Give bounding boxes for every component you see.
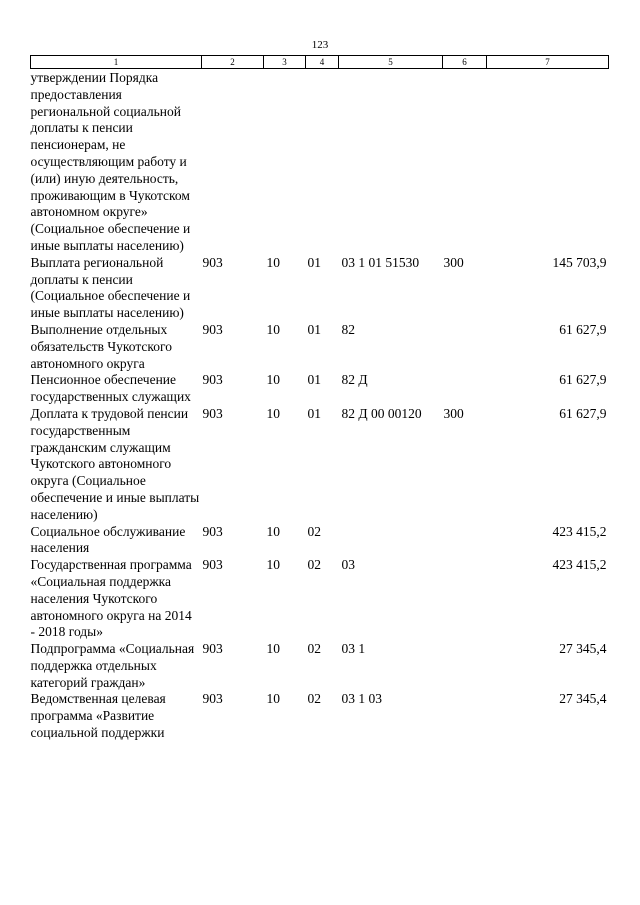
row-name: Ведомственная целевая программа «Развитие социальной поддержки xyxy=(30,691,166,741)
table-row xyxy=(31,524,609,558)
row-code-target: 82 Д xyxy=(341,372,368,388)
row-code-ministry: 903 xyxy=(202,405,223,421)
row-code-expense-type xyxy=(443,557,487,641)
column-header-3: 3 xyxy=(264,56,306,69)
row-name: Выполнение отдельных обязательств Чукотского автономного округа xyxy=(30,321,172,371)
row-code-subsection: 02 xyxy=(307,641,321,657)
row-code-ministry: 903 xyxy=(202,321,223,337)
row-code-target: 82 xyxy=(341,321,355,337)
row-code-section: 10 xyxy=(266,405,280,421)
row-code-section: 10 xyxy=(266,321,280,337)
row-name: утверждении Порядка предоставления региональной социальной доплаты к пенсии пенсионерам, не осуществляющим работу и (или) иную деятельность, проживающим в Чукотском автономном округе» (Социальное обеспечение и иные выплаты населению) xyxy=(30,70,191,253)
row-name: Подпрограмма «Социальная поддержка отдельных категорий граждан» xyxy=(30,641,195,690)
row-code-target: 03 xyxy=(341,557,355,573)
row-code-subsection: 01 xyxy=(307,405,321,421)
row-code-subsection: 01 xyxy=(307,321,321,337)
row-code-ministry: 903 xyxy=(202,372,223,388)
row-code-expense-type xyxy=(443,641,487,691)
budget-table xyxy=(30,55,609,742)
row-code-ministry: 903 xyxy=(202,557,223,573)
row-amount xyxy=(487,69,609,255)
row-code-target: 03 1 01 51530 xyxy=(341,254,420,270)
row-code-expense-type xyxy=(443,372,487,406)
column-header-4: 4 xyxy=(306,56,339,69)
table-row xyxy=(31,255,609,322)
row-code-ministry: 903 xyxy=(202,254,223,270)
table-row xyxy=(31,557,609,641)
row-code-subsection: 02 xyxy=(307,557,321,573)
row-amount: 423 415,2 xyxy=(552,523,607,539)
row-code-target: 82 Д 00 00120 xyxy=(341,405,422,421)
row-amount: 27 345,4 xyxy=(559,641,607,657)
row-code-target: 03 1 xyxy=(341,641,366,657)
table-body xyxy=(31,69,609,742)
row-code-target xyxy=(339,69,443,255)
row-code-ministry: 903 xyxy=(202,523,223,539)
row-name: Доплата к трудовой пенсии государственным гражданским служащим Чукотского автономного округа (Социальное обеспечение и иные выплаты населению) xyxy=(30,405,200,522)
row-code-subsection: 02 xyxy=(307,691,321,707)
column-header-6: 6 xyxy=(443,56,487,69)
row-code-expense-type: 300 xyxy=(443,254,464,270)
row-amount: 423 415,2 xyxy=(552,557,607,573)
row-amount: 61 627,9 xyxy=(559,372,607,388)
row-code-subsection: 02 xyxy=(307,523,321,539)
row-code-subsection xyxy=(306,69,339,255)
row-amount: 61 627,9 xyxy=(559,405,607,421)
row-name: Социальное обслуживание населения xyxy=(30,523,186,556)
row-name: Государственная программа «Социальная поддержка населения Чукотского автономного округа на 2014 - 2018 годы» xyxy=(30,557,192,640)
row-code-target xyxy=(339,524,443,558)
column-number-row xyxy=(31,56,609,69)
row-code-ministry: 903 xyxy=(202,691,223,707)
row-code-section: 10 xyxy=(266,557,280,573)
table-row xyxy=(31,641,609,691)
row-code-section xyxy=(264,69,306,255)
row-code-target: 03 1 03 xyxy=(341,691,382,707)
table-row xyxy=(31,322,609,372)
table-row xyxy=(31,372,609,406)
row-code-expense-type xyxy=(443,322,487,372)
table-row xyxy=(31,69,609,255)
row-amount: 27 345,4 xyxy=(559,691,607,707)
row-code-section: 10 xyxy=(266,523,280,539)
page-number: 123 xyxy=(311,39,329,51)
row-code-section: 10 xyxy=(266,691,280,707)
row-name: Выплата региональной доплаты к пенсии (Социальное обеспечение и иные выплаты населению) xyxy=(30,254,191,321)
row-code-subsection: 01 xyxy=(307,254,321,270)
row-code-expense-type xyxy=(443,69,487,255)
row-code-subsection: 01 xyxy=(307,372,321,388)
row-code-expense-type: 300 xyxy=(443,405,464,421)
column-header-5: 5 xyxy=(339,56,443,69)
row-code-section: 10 xyxy=(266,641,280,657)
column-header-7: 7 xyxy=(487,56,609,69)
row-code-section: 10 xyxy=(266,372,280,388)
column-header-2: 2 xyxy=(202,56,264,69)
row-code-ministry: 903 xyxy=(202,641,223,657)
row-code-expense-type xyxy=(443,691,487,741)
row-amount: 61 627,9 xyxy=(559,321,607,337)
column-header-1: 1 xyxy=(31,56,202,69)
table-row xyxy=(31,406,609,524)
row-code-section: 10 xyxy=(266,254,280,270)
table-row xyxy=(31,691,609,741)
row-amount: 145 703,9 xyxy=(552,254,607,270)
row-code-expense-type xyxy=(443,524,487,558)
row-name: Пенсионное обеспечение государственных служащих xyxy=(30,372,191,405)
row-code-ministry xyxy=(202,69,264,255)
